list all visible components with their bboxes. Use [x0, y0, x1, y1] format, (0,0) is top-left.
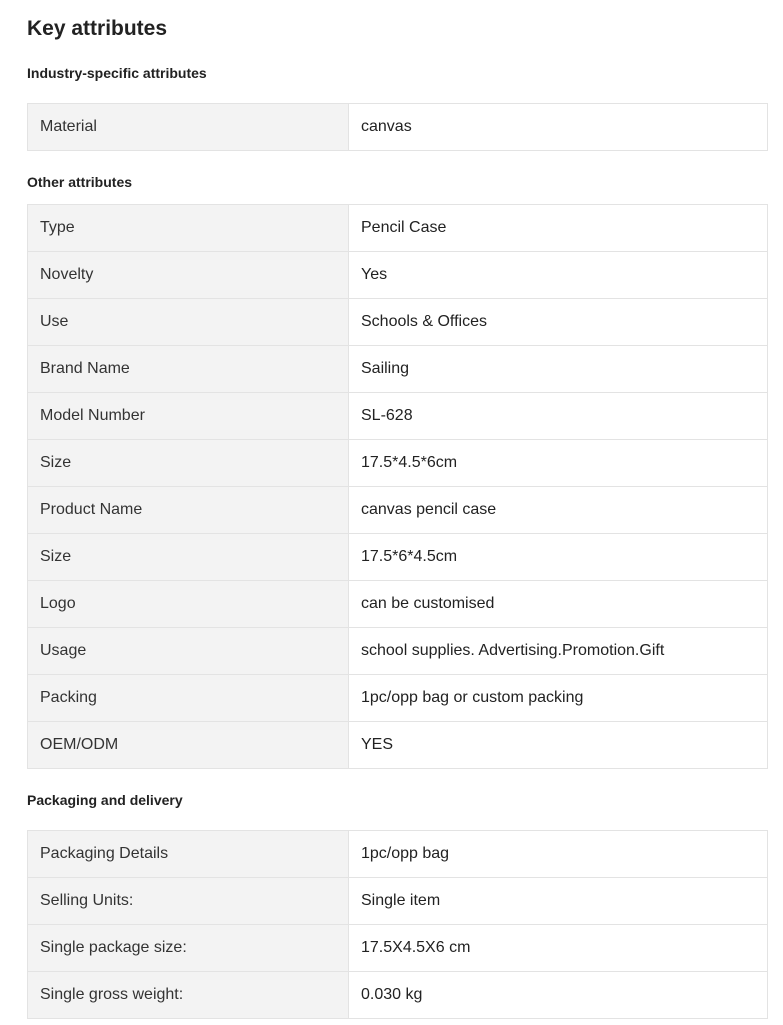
table-row [28, 440, 768, 487]
table-row [28, 722, 768, 769]
attribute-name: Logo [28, 581, 349, 628]
table-row [28, 346, 768, 393]
section-heading-industry-specific: Industry-specific attributes [27, 65, 207, 81]
page-title: Key attributes [27, 17, 168, 40]
attribute-value: SL-628 [349, 393, 768, 440]
attribute-value: 17.5*4.5*6cm [349, 440, 768, 487]
attribute-name: Model Number [28, 393, 349, 440]
attribute-name: Packaging Details [28, 831, 349, 878]
attribute-name: Size [28, 440, 349, 487]
attribute-value: 17.5*6*4.5cm [349, 534, 768, 581]
industry-specific-attributes-table [27, 103, 768, 151]
table-row [28, 299, 768, 346]
attribute-name: Selling Units: [28, 878, 349, 925]
attribute-name: Single package size: [28, 925, 349, 972]
table-row [28, 534, 768, 581]
attribute-value: school supplies. Advertising.Promotion.Gift [349, 628, 768, 675]
attribute-name: OEM/ODM [28, 722, 349, 769]
attribute-value: Sailing [349, 346, 768, 393]
attribute-value: 0.030 kg [349, 972, 768, 1019]
table-row [28, 675, 768, 722]
attribute-value: Schools & Offices [349, 299, 768, 346]
attribute-value: 17.5X4.5X6 cm [349, 925, 768, 972]
table-row [28, 104, 768, 151]
attribute-value: canvas pencil case [349, 487, 768, 534]
attribute-value: Single item [349, 878, 768, 925]
table-row [28, 581, 768, 628]
attribute-value: Pencil Case [349, 205, 768, 252]
attribute-value: 1pc/opp bag [349, 831, 768, 878]
table-row [28, 487, 768, 534]
attribute-value: YES [349, 722, 768, 769]
attribute-name: Novelty [28, 252, 349, 299]
table-row [28, 831, 768, 878]
attribute-value: Yes [349, 252, 768, 299]
table-row [28, 205, 768, 252]
attribute-name: Use [28, 299, 349, 346]
table-row [28, 878, 768, 925]
table-row [28, 393, 768, 440]
table-row [28, 628, 768, 675]
attribute-name: Product Name [28, 487, 349, 534]
table-row [28, 925, 768, 972]
section-heading-other-attributes: Other attributes [27, 174, 133, 190]
attribute-value: 1pc/opp bag or custom packing [349, 675, 768, 722]
attribute-name: Brand Name [28, 346, 349, 393]
section-heading-packaging-delivery: Packaging and delivery [27, 792, 183, 808]
attribute-name: Size [28, 534, 349, 581]
attribute-name: Single gross weight: [28, 972, 349, 1019]
attribute-name: Type [28, 205, 349, 252]
table-row [28, 252, 768, 299]
attribute-value: can be customised [349, 581, 768, 628]
other-attributes-table [27, 204, 768, 769]
attribute-name: Packing [28, 675, 349, 722]
attribute-name: Material [28, 104, 349, 151]
attribute-value: canvas [349, 104, 768, 151]
packaging-delivery-table [27, 830, 768, 1019]
attribute-name: Usage [28, 628, 349, 675]
table-row [28, 972, 768, 1019]
